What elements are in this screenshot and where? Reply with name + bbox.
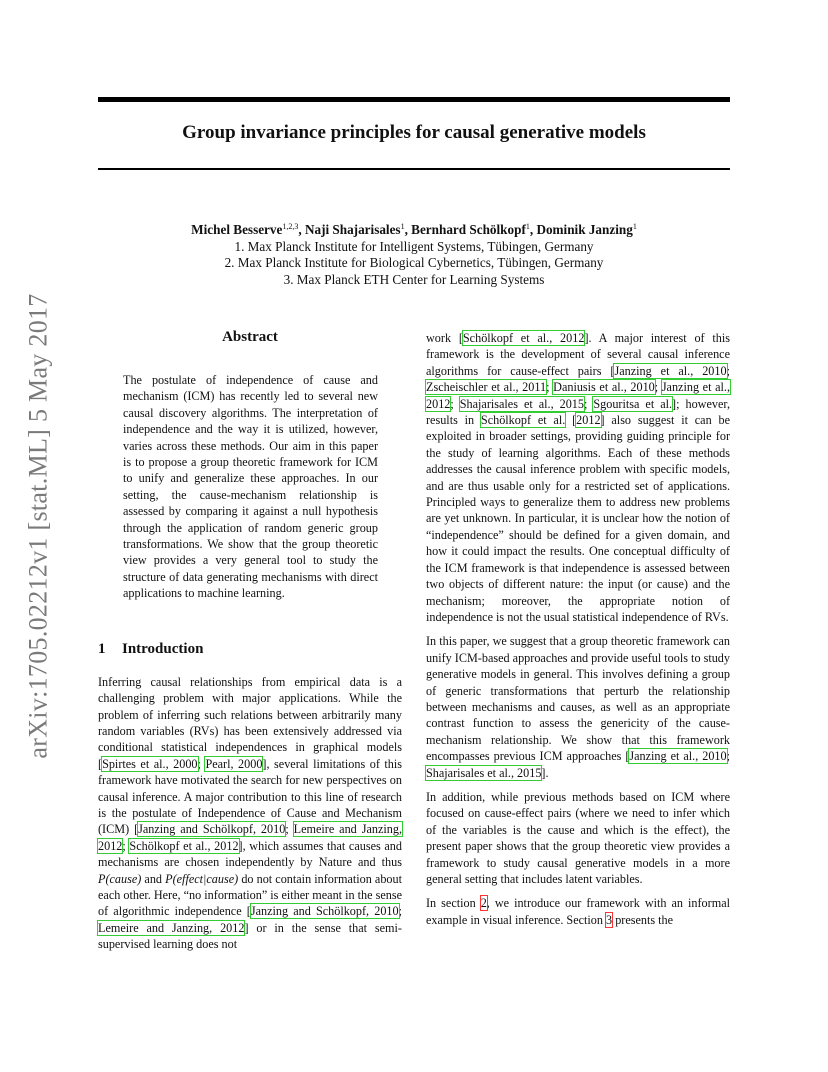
citation-link[interactable]: 2012: [576, 413, 601, 428]
arxiv-stamp: [21, 276, 57, 776]
text-run: ] also suggest it can be exploited in broader settings, providing guiding principle for the study of learning algorithms. Each of these methods addresses the causal inference problem with specific models, and are thus usable only for a restricted set of applications. Principled ways to generalize them to address new problems are yet unknown. In particular, it is unclear how the notion of “independence” should be defined for a given domain, and how it could impact the results. One conceptual difficulty of the ICM framework is that independence is assessed between two objects of different nature: the input (or cause) and the mechanism; moreover, the appropriate notion of independence is not the usual statistical independence of RVs.: [426, 413, 730, 624]
citation-link[interactable]: Janzing et al., 2012: [426, 380, 731, 411]
author-block: [98, 219, 730, 288]
author-3-affil: 1: [525, 222, 530, 231]
citation-link[interactable]: Schölkopf et al., 2012: [462, 331, 585, 345]
author-4-affil: 1: [632, 222, 637, 231]
citation-link[interactable]: Sgouritsa et al.: [593, 396, 673, 411]
affiliation-1: 1. Max Planck Institute for Intelligent Systems, Tübingen, Germany: [234, 238, 594, 254]
author-2: Naji Shajarisales: [304, 222, 401, 237]
author-4: Dominik Janzing: [536, 222, 633, 237]
citation-link[interactable]: Janzing et al., 2010: [629, 749, 727, 764]
citation-link[interactable]: Janzing and Schölkopf, 2010: [250, 904, 399, 919]
abstract-heading: Abstract: [222, 329, 278, 345]
paper-title: Group invariance principles for causal generative models: [182, 122, 646, 143]
text-run: ]; however, results in: [426, 396, 730, 428]
affiliation-2: 2. Max Planck Institute for Biological Cybernetics, Tübingen, Germany: [224, 255, 604, 270]
text-run: ;: [122, 838, 130, 853]
intro-paragraph: [98, 674, 402, 953]
right-column: [426, 330, 730, 928]
text-run: In section: [426, 896, 481, 911]
title-rule-bottom: [98, 168, 730, 170]
arxiv-stamp-text: arXiv:1705.02212v1 [stat.ML] 5 May 2017: [24, 293, 54, 759]
text-run: presents the: [612, 912, 674, 927]
citation-link[interactable]: Janzing et al., 2010: [614, 363, 727, 378]
author-3: Bernhard Schölkopf: [411, 222, 526, 237]
abstract-text: The postulate of independence of cause and mechanism (ICM) has recently led to several new causal discovery algorithms. The interpretation of independence and the way it is utilized, however, varies across these methods. Our aim in this paper is to propose a group theoretic framework for ICM to unify and generalize these approaches. In our setting, the cause-mechanism relationship is assessed by comparing it against a null hypothesis through the application of random generic group transformations. We show that the group theoretic view provides a very general tool to study the structure of data generating mechanisms with direct applications to machine learning.: [123, 373, 378, 601]
section-ref-link[interactable]: 2: [480, 896, 487, 911]
author-names: Michel Besserve$^{1,2,3}$, Naji Shajarisales$^1$, Bernhard Schölkopf$^1$, Dominik Janzing$^1$: [191, 222, 637, 237]
text-run: ;: [450, 396, 460, 411]
right-paragraph-3: In addition, while previous methods based on ICM where focused on cause-effect pairs (where we need to infer which of the variables is the cause and which is the effect), the present paper shows that the group theoretic view provides a framework to study causal generative models in a more general setting that includes latent variables.: [426, 789, 730, 886]
citation-link[interactable]: Daniusis et al., 2010: [553, 380, 655, 395]
right-paragraph-2: [426, 633, 730, 781]
right-paragraph-4: [426, 895, 730, 928]
citation-link[interactable]: Lemeire and Janzing, 2012: [98, 822, 402, 853]
math-p-effect-given-cause: P(effect|cause): [165, 871, 239, 886]
author-1: Michel Besserve: [191, 222, 283, 237]
citation-link[interactable]: Schölkopf et al.: [480, 413, 566, 428]
citation-link[interactable]: Spirtes et al., 2000: [102, 756, 198, 771]
citation-link[interactable]: Zscheischler et al., 2011: [426, 380, 547, 395]
citation-link[interactable]: Pearl, 2000: [205, 756, 263, 771]
text-run: ], several limitations of this framework have motivated the search for new perspectives on causal inference. A major contribution to this line of research is the postulate of Independence of Cause and Mechanism (ICM) [: [98, 756, 402, 837]
left-column: [98, 328, 402, 953]
text-run: ;: [726, 749, 730, 764]
citation-link[interactable]: Lemeire and Janzing, 2012: [98, 920, 245, 935]
section-heading-introduction: [98, 640, 402, 660]
citation-link[interactable]: Shajarisales et al., 2015: [459, 396, 584, 411]
text-run: [: [565, 413, 577, 428]
math-p-cause: P(cause): [98, 871, 142, 886]
text-run: do not contain information about each other. Here, “no information” is either meant in the sense of algorithmic independence [: [98, 871, 402, 919]
text-run: ;: [546, 380, 554, 395]
right-paragraph-1: [426, 330, 730, 625]
title-rule-top: [98, 97, 730, 102]
text-run: ;: [197, 756, 206, 771]
text-run: Inferring causal relationships from empirical data is a challenging problem with major applications. While the problem of inferring such relations between arbitrarily many random variables (RVs) has been extensively addressed via conditional statistical independences in graphical models [: [98, 674, 402, 771]
text-run: ].: [541, 765, 549, 780]
text-run: and: [141, 871, 166, 886]
text-run: ;: [654, 380, 662, 395]
section-title: Introduction: [122, 640, 204, 657]
text-run: ], which assumes that causes and mechanisms are chosen independently by Nature and thus: [98, 838, 402, 870]
text-run: ;: [285, 822, 294, 837]
text-run: , we introduce our framework with an informal example in visual inference. Section: [426, 896, 730, 927]
text-run: ;: [584, 396, 594, 411]
citation-link[interactable]: Janzing and Schölkopf, 2010: [138, 822, 286, 837]
text-run: work [: [426, 331, 463, 345]
author-1-affil: 1,2,3: [282, 222, 299, 231]
section-ref-link[interactable]: 3: [606, 912, 613, 927]
author-2-affil: 1: [400, 222, 405, 231]
text-run: ;: [398, 904, 402, 919]
text-run: ] or in the sense that semi-supervised learning does not: [98, 920, 402, 952]
affiliation-3: 3. Max Planck ETH Center for Learning Systems: [283, 271, 545, 287]
citation-link[interactable]: Schölkopf et al., 2012: [129, 838, 239, 853]
section-number: 1: [98, 640, 106, 657]
text-run: ]. A major interest of this framework is the development of several causal inference algorithms for cause-effect pairs [: [426, 331, 730, 378]
text-run: ;: [726, 363, 730, 378]
text-run: In this paper, we suggest that a group theoretic framework can unify ICM-based approaches and provide useful tools to study generative models in general. This involves defining a group of generic transformations that perturb the relationship between mechanisms and causes, as well as an appropriate contrast function to assess the genericity of the cause-mechanism relationship. We show that this framework encompasses previous ICM approaches [: [426, 634, 730, 764]
citation-link[interactable]: Shajarisales et al., 2015: [426, 765, 542, 780]
